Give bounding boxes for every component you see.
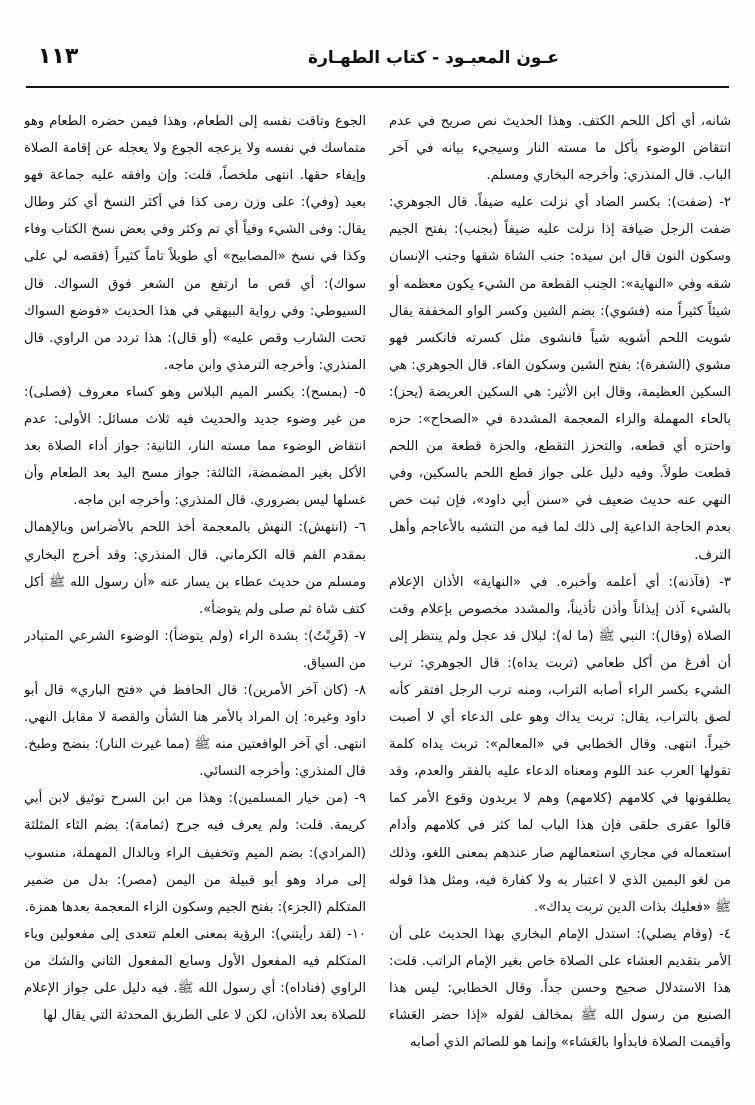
left-column [24, 108, 366, 1083]
paragraph: ٣- (فآذنه): أي أعلمه وأخبره. في «النهاية» الأذان الإعلام بالشيء آذن إيذاناً وأذن تأذيناً، والمشدد مخصوص بإعلام وقت الصلاة (وقال): النبي ﷺ (ما له): لبلال قد عجل ولم ينتظر إلى أن أفرغ من أكل طعامي (تربت يداه): قال الجوهري: ترب الشيء بكسر الراء أصابه التراب، ومنه ترب الرجل افتقر كأنه لصق بالتراب، يقال: تربت يداك وهو على الدعاء أي لا أصبت خيراً. انتهى. وقال الخطابي في «المعالم»: تربت يداه كلمة تقولها العرب عند اللوم ومعناه الدعاء عليه بالفقر والعدم، وقد يطلقونها في كلامهم (كلامهم) وهم لا يريدون وقوع الأمر كما قالوا عقرى حلقى فإن هذا الباب لما كثر في كلامهم وأدام استعماله في مجاري استعمالهم صار عندهم بمعنى اللغو، وذلك من لغو اليمين الذي لا اعتبار به ولا كفارة فيه، ومثل هذا قوله ﷺ «فعليك بذات الدين تربت يداك». [389, 574, 731, 915]
paragraph: ٥- (بمسح): بكسر الميم البلاس وهو كساء معروف (فصلى): من غير وضوء جديد والحديث فيه ثلاث مسائل: الأولى: عدم انتقاض الوضوء مما مسته النار، الثانية: جواز أداء الصلاة بعد الأكل بغير المضمضة، الثالثة: جواز مسح اليد بعد الطعام وأن غسلها ليس بضروري. قال المنذري: وأخرجه ابن ماجه. [24, 384, 366, 509]
right-column [389, 108, 731, 1083]
page-number: ١١٣ [38, 44, 79, 69]
paragraph: ٢- (ضفت): بكسر الضاد أي نزلت عليه ضيفاً. قال الجوهري: ضفت الرجل ضيافة إذا نزلت عليه ضيفاً (بجنب): بفتح الجيم وسكون النون قال ابن سيده: جنب الشاة شقها وجنب الإنسان شقه وفي «النهاية»: الجنب القطعة من الشيء يكون معظمه أو شيئاً كثيراً منه (فشوي): بضم الشين وكسر الواو المخففة يقال شويت اللحم أشويه شياً فانشوى مثل كسرته فانكسر فهو مشوي (الشفرة): بفتح الشين وسكون الفاء. قال الجوهري: هي السكين العظيمة، وقال ابن الأثير: هي السكين العريضة (يحز): بالحاء المهملة والزاء المعجمة المشددة في «الصحاح»: حزه واحتزه أي قطعه، والتحزز التقطع، والحزة قطعة من اللحم قطعت طولاً. وفيه دليل على جواز قطع اللحم بالسكين، وفي النهي عنه حديث ضعيف في «سنن أبي داود»، فإن ثبت خص بعدم الحاجة الداعية إلى ذلك لما فيه من التشبه بالأعاجم وأهل الترف. [389, 195, 731, 563]
paragraph: شانه، أي أكل اللحم الكتف. وهذا الحديث نص صريح في عدم انتقاض الوضوء بأكل ما مسته النار وسيجيء بيانه في آخر الباب. قال المنذري: وأخرجه البخاري ومسلم. [389, 114, 731, 184]
running-head: عـون المعبـود - كتاب الطهـارة [308, 48, 559, 68]
paragraph: ٤- (وقام يصلي): استدل الإمام البخاري بهذا الحديث على أن الأمر بتقديم العشاء على الصلاة خاص بغير الإمام الراتب. قلت: هذا الاستدلال صحيح وحسن جداً. وقال الخطابي: ليس هذا الصنيع من رسول الله ﷺ بمخالف لقوله «إذا حضر العَشاء وأقيمت الصلاة فابدأوا بالعَشاء» وإنما هو للصائم الذي أصابه [389, 926, 731, 1051]
paragraph: ٧- (قَرِبْتُ): بشدة الراء (ولم يتوضأ): الوضوء الشرعي المتبادر من السياق. [24, 628, 366, 671]
paragraph: ٦- (انتهش): النهش بالمعجمة أخذ اللحم بالأضراس وبالإهمال بمقدم الفم قاله الكرماني. قال المنذري: وقد أخرج البخاري ومسلم من حديث عطاء بن يسار عنه «أن رسول الله ﷺ أكل كتف شاة ثم صلى ولم يتوضأ». [24, 520, 366, 617]
paragraph: ١٠- (لقد رأيتني): الرؤية بمعنى العلم تتعدى إلى مفعولين وياء المتكلم فيه المفعول الأول وسابع المفعول الثاني والشك من الراوي (فناداه): أي رسول الله ﷺ. فيه دليل على جواز الإعلام للصلاة بعد الأذان، لكن لا على الطريق المحدثة التي يقال لها [24, 926, 366, 1024]
paragraph: الجوع وتاقت نفسه إلى الطعام، وهذا فيمن حضره الطعام وهو متماسك في نفسه ولا يزعجه الجوع ولا يعجله عن إقامة الصلاة وإيفاء حقها. انتهى ملخصاً، قلت: وإن وافقه عليه جماعة فهو بعيد (وفي): على وزن رمى كذا في أكثر النسخ أي كثر وطال يقال: وفى الشيء وفياً أي تم وكثر وفي بعض نسخ الكتاب وفاء وكذا في نسخ «المصابيح» أي طويلاً تاماً كثيراً (فقصه لي على سواك): أي قص ما ارتفع من الشعر فوق السواك. قال السيوطي: وفي رواية البيهقي في هذا الحديث «فوضع السواك تحت الشارب وقص عليه» (أو قال): هذا تردد من الراوي. قال المنذري: وأخرجه الترمذي وابن ماجه. [24, 114, 366, 373]
paragraph: ٨- (كان آخر الأمرين): قال الحافظ في «فتح الباري» قال أبو داود وغيره: إن المراد بالأمر هنا الشأن والقصة لا مقابل النهي. انتهى. أي آخر الواقعتين منه ﷺ (مما غيرت النار): بنضج وطبخ. قال المنذري: وأخرجه النسائي. [24, 682, 366, 780]
paragraph: ٩- (من خيار المسلمين): وهذا من ابن السرح توثيق لابن أبي كريمة. قلت: ولم يعرف فيه جرح (ثمامة): بضم الثاء المثلثة (المرادي): بضم الميم وتخفيف الراء وبالدال المهملة، منسوب إلى مراد وهو أبو قبيلة من اليمن (مصر): بدل من ضمير المتكلم (الجزء): بفتح الجيم وسكون الزاء المعجمة بعدها همزة. [24, 791, 366, 915]
page-header [26, 40, 729, 88]
